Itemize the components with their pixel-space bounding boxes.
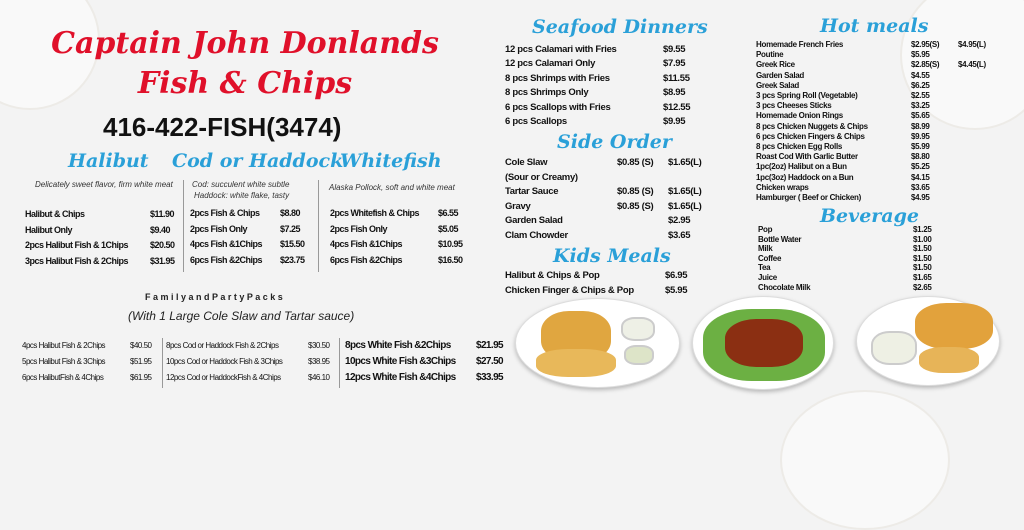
item-name: Homemade Onion Rings xyxy=(756,111,843,121)
item-name: 1pc(2oz) Halibut on a Bun xyxy=(756,162,847,172)
haddock-description: Haddock: white flake, tasty xyxy=(194,191,290,200)
section-title-kids: Kids Meals xyxy=(553,245,671,267)
item-price: $10.95 xyxy=(438,239,463,249)
item-name: 6 pcs Scallops xyxy=(505,116,567,127)
item-name: 12pcs White Fish &4Chips xyxy=(345,372,456,383)
item-price: $1.50 xyxy=(913,263,932,273)
item-name: Tartar Sauce xyxy=(505,186,559,197)
item-name: (Sour or Creamy) xyxy=(505,171,578,183)
section-title-side-order: Side Order xyxy=(557,131,672,153)
item-price: $1.00 xyxy=(913,234,932,244)
item-name: 5pcs Halibut Fish & 3Chips xyxy=(22,357,106,366)
item-name: Halibut Only xyxy=(25,224,73,235)
item-name: 2pcs Whitefish & Chips xyxy=(330,208,420,218)
item-name: 2pcs Fish Only xyxy=(190,223,248,234)
item-name: Clam Chowder xyxy=(505,229,568,241)
item-price: $1.50 xyxy=(913,253,932,263)
item-name: 12pcs Cod or HaddockFish & 4Chips xyxy=(166,373,281,382)
item-name: Poutine xyxy=(756,50,784,60)
item-name: 6pcs HalibutFish & 4Chips xyxy=(22,373,104,382)
fish-and-chips-photo xyxy=(515,298,680,388)
item-name: 6pcs Fish &2Chips xyxy=(330,254,403,265)
item-price: $4.95(L) xyxy=(958,40,986,49)
section-title-cod: Cod or Haddock xyxy=(172,150,344,172)
item-name: Tea xyxy=(758,263,771,273)
item-price: $1.25 xyxy=(913,225,932,234)
item-price: $31.95 xyxy=(150,255,175,266)
item-name: 4pcs Fish &1Chips xyxy=(190,239,263,249)
item-price: $8.80 xyxy=(280,208,301,218)
flower-decoration xyxy=(780,390,950,530)
item-name: Homemade French Fries xyxy=(756,40,844,49)
item-price: $7.95 xyxy=(663,58,686,70)
item-name: 10pcs White Fish &3Chips xyxy=(345,356,456,367)
item-price: $33.95 xyxy=(476,372,503,383)
item-price: $11.55 xyxy=(663,72,690,84)
halibut-description: Delicately sweet flavor, firm white meat xyxy=(35,180,173,189)
item-price: $4.55 xyxy=(911,70,930,80)
section-title-halibut: Halibut xyxy=(68,150,149,172)
item-name: Gravy xyxy=(505,200,531,212)
item-name: Bottle Water xyxy=(758,234,802,244)
whitefish-description: Alaska Pollock, soft and white meat xyxy=(329,183,455,192)
phone-number: 416-422-FISH(3474) xyxy=(103,112,342,142)
item-name: Chicken wraps xyxy=(756,182,809,192)
restaurant-subtitle: Fish & Chips xyxy=(137,66,353,101)
item-price: $9.95 xyxy=(663,116,686,127)
item-price: $5.65 xyxy=(911,111,930,121)
item-name: Coffee xyxy=(758,253,782,263)
item-name: 12 pcs Calamari with Fries xyxy=(505,44,617,55)
item-price: $4.45(L) xyxy=(958,60,986,70)
item-name: 8 pcs Chicken Nuggets & Chips xyxy=(756,121,868,131)
item-name: 3pcs Halibut Fish & 2Chips xyxy=(25,255,129,266)
item-price: $23.75 xyxy=(280,254,305,265)
divider xyxy=(183,180,184,272)
item-price: $51.95 xyxy=(130,357,152,366)
item-name: Milk xyxy=(758,244,773,254)
item-name: 10pcs Cod or Haddock Fish & 3Chips xyxy=(166,357,283,366)
item-price: $15.50 xyxy=(280,239,305,249)
divider xyxy=(162,338,163,388)
item-name: 6 pcs Scallops with Fries xyxy=(505,101,611,113)
item-price: $4.95 xyxy=(911,193,930,202)
item-price: $30.50 xyxy=(308,341,330,350)
item-price: $8.95 xyxy=(663,87,686,99)
item-price: $8.80 xyxy=(911,152,930,162)
item-price: $3.65 xyxy=(668,229,691,241)
item-price: $40.50 xyxy=(130,341,152,350)
item-name: Chicken Finger & Chips & Pop xyxy=(505,285,634,296)
item-price: $12.55 xyxy=(663,101,691,113)
item-price: $46.10 xyxy=(308,373,330,382)
item-name: Pop xyxy=(758,225,773,234)
item-name: 3 pcs Cheeses Sticks xyxy=(756,101,832,111)
item-name: 8pcs Cod or Haddock Fish & 2Chips xyxy=(166,341,279,350)
item-price: $9.55 xyxy=(663,44,686,55)
item-price: $16.50 xyxy=(438,254,463,265)
item-price: $6.55 xyxy=(438,208,459,218)
item-price: $9.40 xyxy=(150,224,171,235)
item-price: $2.95 xyxy=(668,215,691,226)
item-name: Juice xyxy=(758,273,777,282)
item-price: $6.25 xyxy=(911,80,930,90)
section-title-hot-meals: Hot meals xyxy=(820,15,929,37)
item-price: $0.85 (S) xyxy=(617,157,654,168)
item-name: Greek Salad xyxy=(756,80,799,90)
item-price: $5.25 xyxy=(911,162,930,172)
item-price: $1.65 xyxy=(913,273,932,282)
item-name: 8 pcs Shrimps with Fries xyxy=(505,72,610,84)
item-name: 8 pcs Shrimps Only xyxy=(505,87,589,99)
item-name: Chocolate Milk xyxy=(758,282,811,292)
item-name: 4pcs Fish &1Chips xyxy=(330,239,403,249)
item-name: 3 pcs Spring Roll (Vegetable) xyxy=(756,91,858,100)
item-price: $0.85 (S) xyxy=(617,200,654,212)
item-price: $11.90 xyxy=(150,209,175,219)
divider xyxy=(339,338,340,388)
item-name: Halibut & Chips xyxy=(25,209,85,219)
item-price: $1.65(L) xyxy=(668,157,702,168)
item-price: $2.95(S) xyxy=(911,40,940,49)
family-packs-subtitle: (With 1 Large Cole Slaw and Tartar sauce) xyxy=(128,309,355,323)
item-price: $3.25 xyxy=(911,101,930,111)
item-price: $4.15 xyxy=(911,172,930,182)
item-name: 2pcs Fish & Chips xyxy=(190,208,260,218)
divider xyxy=(318,180,319,272)
fish-with-coleslaw-photo xyxy=(856,296,1000,386)
item-price: $5.99 xyxy=(911,142,930,151)
cod-description: Cod: succulent white subtle xyxy=(192,180,290,189)
item-price: $7.25 xyxy=(280,223,301,234)
item-price: $2.65 xyxy=(913,282,932,292)
item-name: 8pcs White Fish &2Chips xyxy=(345,340,451,351)
item-price: $0.85 (S) xyxy=(617,186,654,197)
item-name: Garden Salad xyxy=(756,70,804,80)
item-name: 6 pcs Chicken Fingers & Chips xyxy=(756,131,865,141)
item-price: $1.50 xyxy=(913,244,932,254)
item-name: Garden Salad xyxy=(505,215,563,226)
item-price: $2.55 xyxy=(911,91,930,100)
item-price: $5.95 xyxy=(665,285,688,296)
item-price: $2.85(S) xyxy=(911,60,940,70)
item-name: 2pcs Fish Only xyxy=(330,223,388,234)
item-price: $1.65(L) xyxy=(668,186,702,197)
item-price: $8.99 xyxy=(911,121,930,131)
item-price: $1.65(L) xyxy=(668,200,702,212)
section-title-whitefish: Whitefish xyxy=(340,150,442,172)
chicken-wings-photo xyxy=(692,296,834,390)
family-packs-title: F a m i l y a n d P a r t y P a c k s xyxy=(145,292,283,302)
item-price: $21.95 xyxy=(476,340,503,351)
item-name: 2pcs Halibut Fish & 1Chips xyxy=(25,240,129,250)
restaurant-name: Captain John Donlands xyxy=(51,26,439,61)
item-price: $6.95 xyxy=(665,270,688,281)
item-price: $5.05 xyxy=(438,223,459,234)
section-title-seafood: Seafood Dinners xyxy=(532,16,708,38)
item-name: Roast Cod With Garlic Butter xyxy=(756,152,858,162)
item-price: $20.50 xyxy=(150,240,175,250)
item-price: $9.95 xyxy=(911,131,930,141)
item-price: $5.95 xyxy=(911,50,930,60)
item-price: $61.95 xyxy=(130,373,152,382)
item-price: $3.65 xyxy=(911,182,930,192)
section-title-beverage: Beverage xyxy=(820,205,919,227)
item-name: 4pcs Halibut Fish & 2Chips xyxy=(22,341,106,350)
item-name: 12 pcs Calamari Only xyxy=(505,58,596,70)
item-name: Greek Rice xyxy=(756,60,795,70)
item-name: 1pc(3oz) Haddock on a Bun xyxy=(756,172,854,182)
item-price: $38.95 xyxy=(308,357,330,366)
item-name: Hamburger ( Beef or Chicken) xyxy=(756,193,861,202)
item-price: $27.50 xyxy=(476,356,503,367)
item-name: Cole Slaw xyxy=(505,157,548,168)
item-name: 8 pcs Chicken Egg Rolls xyxy=(756,142,843,151)
item-name: 6pcs Fish &2Chips xyxy=(190,254,263,265)
item-name: Halibut & Chips & Pop xyxy=(505,270,600,281)
